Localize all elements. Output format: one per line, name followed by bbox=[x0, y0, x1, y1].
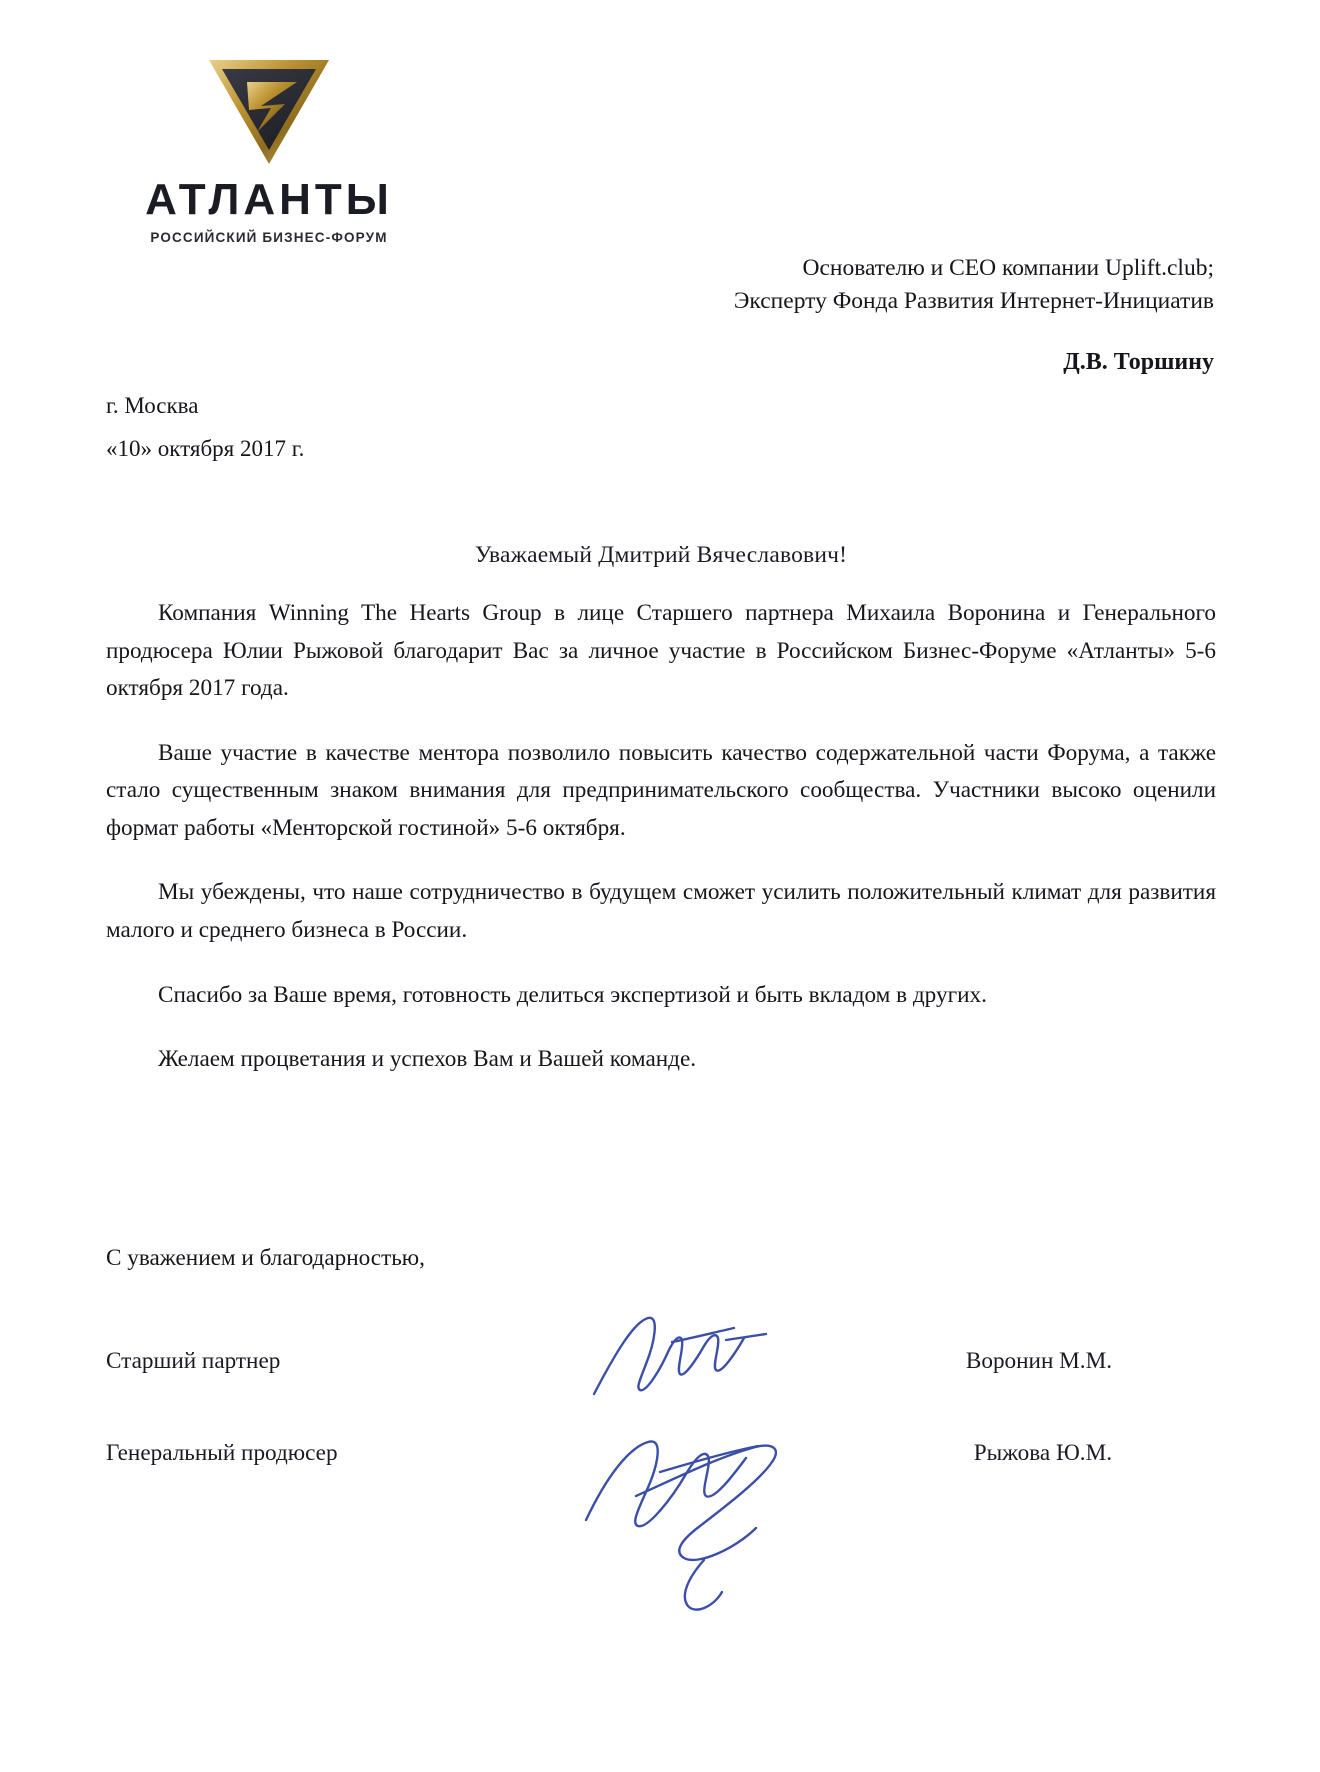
signature-block bbox=[106, 1330, 1216, 1514]
signature-row bbox=[106, 1422, 1216, 1514]
letter-meta bbox=[106, 385, 304, 470]
handwritten-signature-icon bbox=[576, 1282, 906, 1432]
letter-body bbox=[106, 542, 1216, 1079]
paragraph: Ваше участие в качестве ментора позволило повысить качество содержательной части Форума, а также стало существенным знаком внимания для предпринимательского сообщества. Участники высоко оценили формат работы «Менторской гостиной» 5-6 октября. bbox=[106, 739, 1216, 841]
signature-row bbox=[106, 1330, 1216, 1422]
company-logo bbox=[104, 52, 434, 245]
addressee-block bbox=[554, 252, 1214, 379]
paragraph: Компания Winning The Hearts Group в лице Старшего партнера Михаила Воронина и Генерального продюсера Юлии Рыжовой благодарит Вас за личное участие в Российском Бизнес-Форуме «Атланты» 5-6 октября 2017 года. bbox=[106, 600, 1216, 702]
logo-subtitle: РОССИЙСКИЙ БИЗНЕС-ФОРУМ bbox=[150, 230, 388, 245]
paragraph: Мы убеждены, что наше сотрудничество в будущем сможет усилить положительный климат для развития малого и среднего бизнеса в России. bbox=[106, 879, 1216, 944]
addressee-line-1: Основателю и СЕО компании Uplift.club; bbox=[802, 255, 1214, 281]
signature-person: Рыжова Ю.М. bbox=[973, 1440, 1112, 1466]
logo-wordmark: АТЛАНТЫ bbox=[145, 175, 393, 224]
paragraph: Желаем процветания и успехов Вам и Вашей команде. bbox=[158, 1046, 697, 1073]
closing-line: С уважением и благодарностью, bbox=[106, 1245, 425, 1271]
handwritten-signature-icon bbox=[576, 1400, 906, 1640]
date-label: «10» октября 2017 г. bbox=[106, 435, 305, 461]
salutation: Уважаемый Дмитрий Вячеславович! bbox=[474, 542, 848, 568]
addressee-line-2: Эксперту Фонда Развития Интернет-Инициатив bbox=[733, 288, 1214, 315]
signature-role: Генеральный продюсер bbox=[106, 1440, 338, 1466]
city-label: г. Москва bbox=[106, 393, 199, 418]
signature-person: Воронин М.М. bbox=[965, 1348, 1112, 1374]
paragraph: Спасибо за Ваше время, готовность делиться экспертизой и быть вкладом в других. bbox=[158, 981, 987, 1008]
addressee-name: Д.В. Торшину bbox=[1063, 348, 1214, 375]
inverted-triangle-emblem-icon bbox=[201, 52, 337, 172]
signature-role: Старший партнер bbox=[106, 1348, 281, 1374]
